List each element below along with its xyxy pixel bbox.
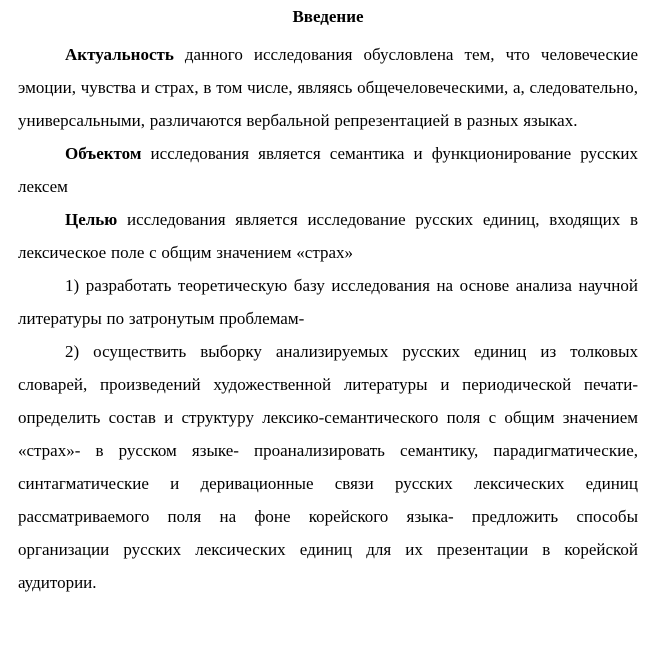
relevance-lead: Актуальность <box>65 45 174 64</box>
relevance-text: данного исследования обусловлена тем, что человеческие эмоции, чувства и страх, в том числе, являясь общечеловеческими, а, следовательно, универсальными, различаются вербальной репрезентацией в разных языках. <box>18 45 638 130</box>
goal-text: исследования является исследование русских единиц, входящих в лексическое поле с общим значением «страх» <box>18 210 638 262</box>
goal-lead: Целью <box>65 210 118 229</box>
document-title: Введение <box>292 7 364 26</box>
paragraph-task-1: 1) разработать теоретическую базу исследования на основе анализа научной литературы по затронутым проблемам- <box>18 276 638 328</box>
paragraph-goal <box>18 203 638 269</box>
object-lead: Объектом <box>65 144 142 163</box>
paragraph-task-2: 2) осуществить выборку анализируемых русских единиц из толковых словарей, произведений художественной литературы и периодической печати- определить состав и структуру лексико-семантического поля с общим значением «страх»- в русском языке- проанализировать семантику, парадигматические, синтагматические и деривационные связи русских лексических единиц рассматриваемого поля на фоне корейского языка- предложить способы организации русских лексических единиц для их презентации в корейской аудитории. <box>18 342 638 592</box>
paragraph-relevance <box>18 38 638 137</box>
paragraph-object <box>18 137 638 203</box>
object-text: исследования является семантика и функционирование русских лексем <box>18 144 638 196</box>
